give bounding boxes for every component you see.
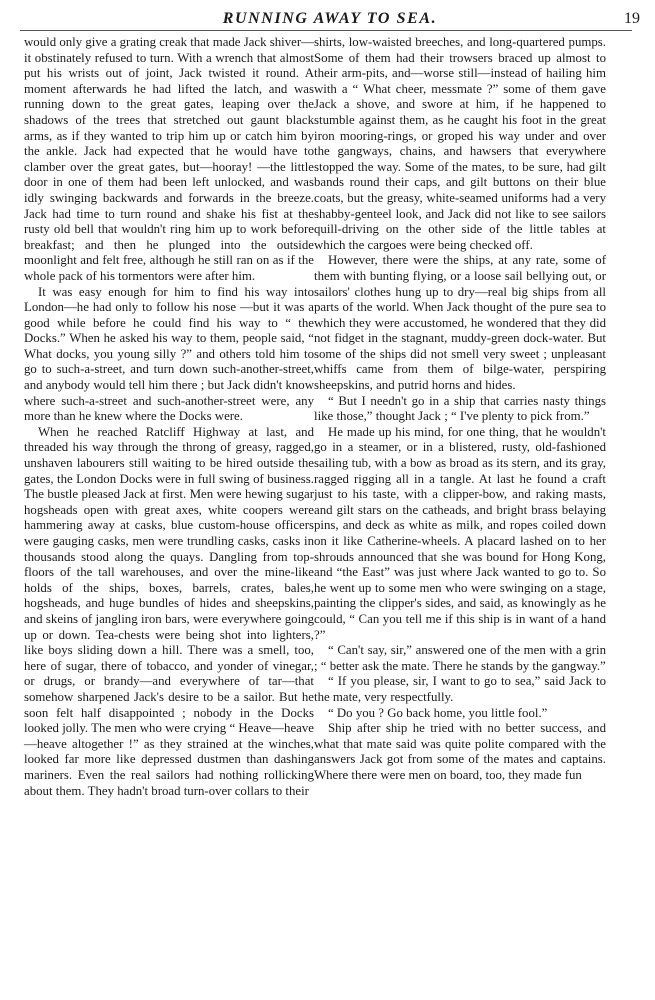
running-title: RUNNING AWAY TO SEA. bbox=[222, 10, 438, 27]
text-columns bbox=[24, 35, 632, 995]
left-column bbox=[24, 35, 314, 995]
right-column bbox=[314, 35, 606, 995]
page-number: 19 bbox=[624, 10, 640, 27]
paragraph: When he reached Ratcliff Highway at last, and threaded his way through the throng of greasy, ragged, unshaven labourers still waiting to be hired outside the gates, the London Docks were in full swing of business. The bustle pleased Jack at first. Men were hewing sugar hogsheads open with great axes, white coopers were hammering away at casks, blue custom-house officers were gauging casks, men were trundling casks, casks in thousands stood along the quays. Dangling from top-floors of the tall warehouses, and over the mine-like holds of the ships, boxes, barrels, crates, bales, hogsheads, and huge bundles of hides and sheepskins, and skeins of jangling iron bars, were everywhere going up or down. Tea-chests were being shot into lighters, like boys sliding down a hill. There was a smell, too, here of sugar, there of tobacco, and yonder of vinegar, or drugs, or brandy—and everywhere of tar—that somehow sharpened Jack's desire to be a sailor. But he soon felt half disappointed ; nobody in the Docks looked jolly. The men who were crying “ Heave—heave—heave altogether !” as they strained at the winches, looked far more like depressed dustmen than dashing mariners. Even the real sailors had nothing rollicking about them. They hadn't broad turn-over collars to their bbox=[24, 424, 314, 798]
paragraph: He made up his mind, for one thing, that he wouldn't go in a steamer, or in a blistered, rusty, old-fashioned sailing tub, with a bow as broad as its stern, and its gray, ragged rigging all in a tangle. At last he found a craft just to his taste, with a clipper-bow, and raking masts, and gilt stars on the catheads, and bright brass belaying pins, and deck as white as milk, and ropes coiled down on it like Catherine-wheels. A placard lashed on to her shrouds announced that she was bound for Hong Kong, and “the East” was just where Jack wanted to go to. So he went up to some men who were swinging on a stage, painting the clipper's sides, and said, as knowingly as he could, “ Can you tell me if this ship is in want of a hand ?” bbox=[314, 424, 606, 642]
paragraph: shirts, low-waisted breeches, and long-quartered pumps. Some of them had their trowsers braced up almost to their arm-pits, and—worse still—instead of hailing him with a “ What cheer, messmate ?” some of them gave Jack a shove, and swore at him, if he happened to stumble against them, as he caught his foot in the great iron mooring-rings, or groped his way under and over the gangways, chains, and hawsers that everywhere stopped the way. Some of the mates, to be sure, had gilt bands round their caps, and gilt buttons on their blue coats, but the greasy, white-seamed uniforms had a very shabby-genteel look, and Jack did not like to see sailors quill-driving on the other side of the little tables at which the cargoes were being checked off. bbox=[314, 35, 606, 252]
paragraph: However, there were the ships, at any rate, some of them with bunting flying, or a loose sail bellying out, or sailors' clothes hung up to dry—real big ships from all parts of the world. When Jack thought of the pure sea to which they were accustomed, he wondered that they did not fidget in the stagnant, muddy-green dock-water. But some of the ships did not smell very sweet ; unpleasant whiffs came from them of bilge-water, perspiring sheepskins, and putrid horns and hides. bbox=[314, 253, 606, 393]
header-rule bbox=[20, 30, 632, 31]
paragraph: “ If you please, sir, I want to go to sea,” said Jack to the mate, very respectfully. bbox=[314, 674, 606, 704]
paragraph: It was easy enough for him to find his way into London—he had only to follow his nose —but it was a good while before he could find his way to “ the Docks.” When he asked his way to them, people said, “ What docks, you young silly ?” and others told him to go to such-a-street, and turn down such-another-street, and anybody would tell him there ; but Jack didn't know where such-a-street and such-another-street were, any more than he knew where the Docks were. bbox=[24, 284, 314, 424]
paragraph: “ But I needn't go in a ship that carries nasty things like those,” thought Jack ; “ I've plenty to pick from.” bbox=[314, 393, 606, 424]
paragraph: would only give a grating creak that made Jack shiver—it obstinately refused to turn. With a wrench that almost put his wrists out of joint, Jack twisted it round. A moment afterwards he had lifted the latch, and was running down to the great gates, leaping over the shadows of the trees that stretched out gaunt black arms, as if they wanted to trip him up or catch him by the ankle. Jack had expected that he would have to clamber over the great gates, but—hooray! —the little door in one of them had been left unlocked, and was idly swinging backwards and forwards in the breeze. Jack had time to turn round and shake his fist at the rusty old bell that wouldn't ring him up to work before breakfast; and then he plunged into the outside moonlight and felt free, although he still ran on as if the whole pack of his tormentors were after him. bbox=[24, 35, 314, 283]
paragraph: “ Do you ? Go back home, you little fool.” bbox=[328, 705, 548, 720]
page-header bbox=[20, 8, 640, 32]
paragraph: “ Can't say, sir,” answered one of the men with a grin ; “ better ask the mate. There he stands by the gangway.” bbox=[314, 643, 606, 673]
paragraph: Ship after ship he tried with no better success, and what that mate said was quite polite compared with the answers Jack got from some of the mates and captains. Where there were men on board, too, they made fun bbox=[314, 721, 606, 782]
